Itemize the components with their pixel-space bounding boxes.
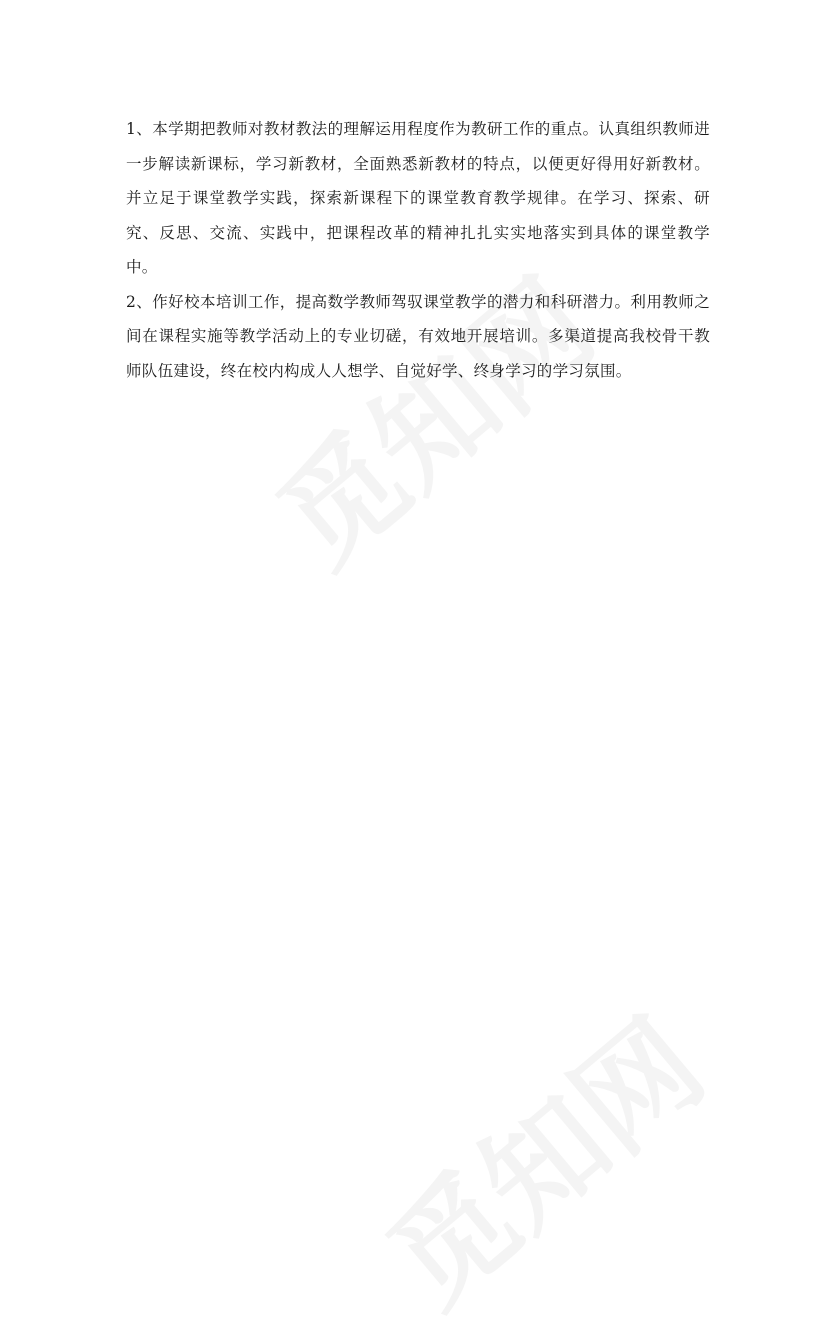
watermark (347, 974, 733, 1337)
paragraph-2: 2、作好校本培训工作，提高数学教师驾驭课堂教学的潜力和科研潜力。利用教师之间在课程实施等教学活动上的专业切磋，有效地开展培训。多渠道提高我校骨干教师队伍建设，终在校内构成人人想学、自觉好学、终身学习的学习氛围。 (126, 292, 710, 380)
document-body (126, 112, 710, 388)
paragraph-1: 1、本学期把教师对教材教法的理解运用程度作为教研工作的重点。认真组织教师进一步解读新课标，学习新教材，全面熟悉新教材的特点，以便更好得用好新教材。并立足于课堂教学实践，探索新课程下的课堂教育教学规律。在学习、探索、研究、反思、交流、实践中，把课程改革的精神扎扎实实地落实到具体的课堂教学中。 (126, 120, 710, 276)
